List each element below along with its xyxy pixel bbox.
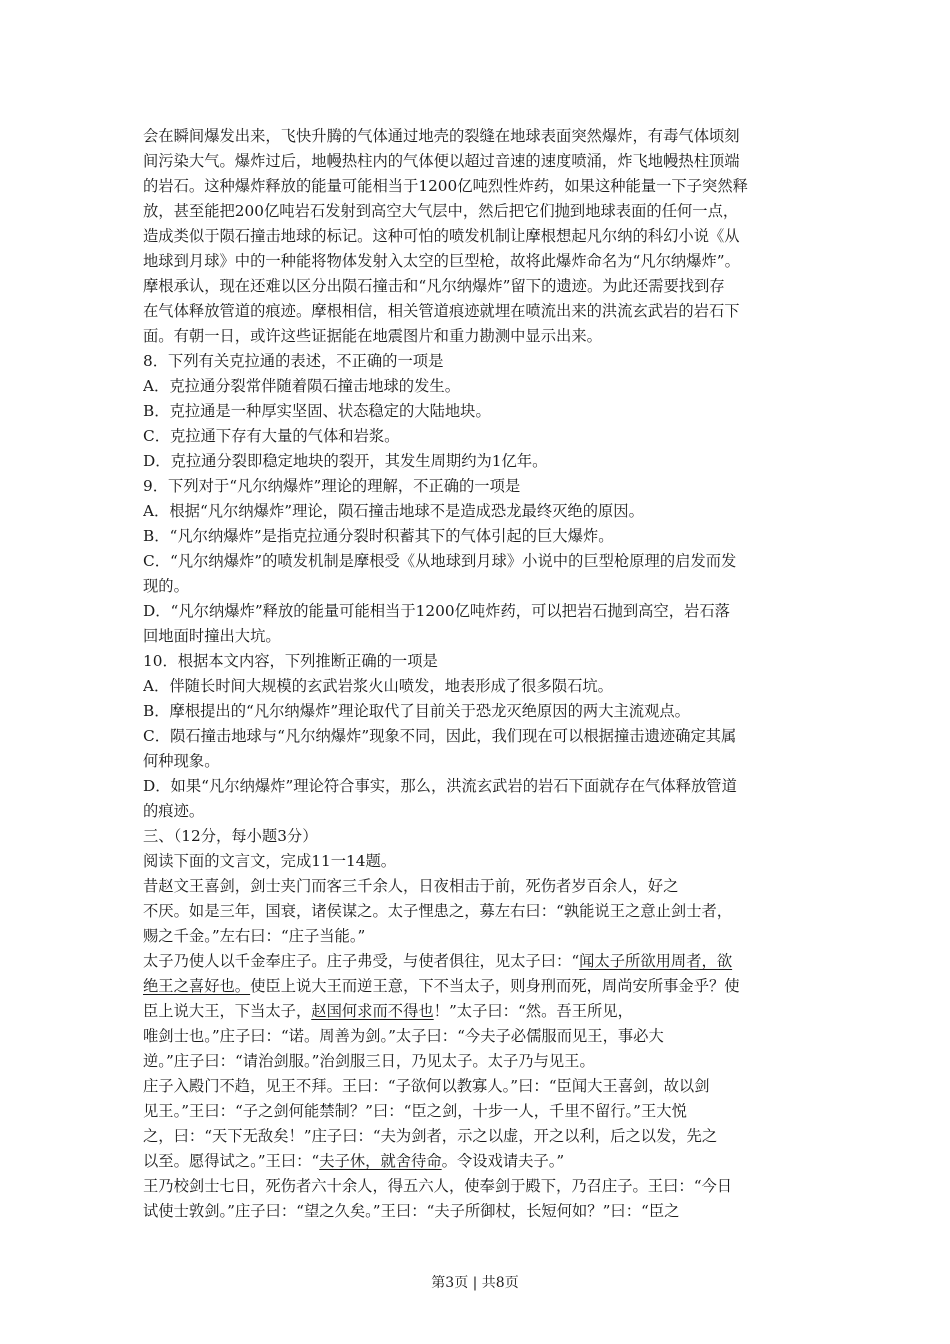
passage-line: 摩根承认，现在还难以区分出陨石撞击和“凡尔纳爆炸”留下的遗迹。为此还需要找到存 [143, 277, 725, 295]
classical-line [143, 1149, 815, 1174]
passage [143, 124, 815, 349]
answer-option-continuation: 现的。 [143, 577, 189, 595]
text-run: 。令设戏请夫子。” [441, 1152, 565, 1170]
section-heading: 三、（12分，每小题3分） [143, 827, 318, 845]
answer-option: B．“凡尔纳爆炸”是指克拉通分裂时积蓄其下的气体引起的巨大爆炸。 [143, 527, 614, 545]
page-content [143, 124, 815, 1224]
answer-option: D．“凡尔纳爆炸”释放的能量可能相当于1200亿吨炸药，可以把岩石抛到高空，岩石落 [143, 602, 730, 620]
classical-line: 不厌。如是三年，国衰，诸侯谋之。太子悝患之，募左右曰：“孰能说王之意止剑士者， [143, 902, 733, 920]
classical-line: 昔赵文王喜剑，剑士夹门而客三千余人，日夜相击于前，死伤者岁百余人，好之 [143, 877, 679, 895]
page-footer [0, 1273, 950, 1293]
classical-line: 见王。”王曰：“子之剑何能禁制？”曰：“臣之剑，十步一人，千里不留行。”王大悦 [143, 1102, 687, 1120]
text-run: 臣上说大王，下当太子， [143, 1002, 312, 1020]
classical-line: 试使士敦剑。”庄子曰：“望之久矣。”王曰：“夫子所御杖，长短何如？”曰：“臣之 [143, 1202, 680, 1220]
answer-option: A．伴随长时间大规模的玄武岩浆火山喷发，地表形成了很多陨石坑。 [143, 677, 613, 695]
answer-option-continuation: 回地面时撞出大坑。 [143, 627, 281, 645]
answer-option: C．克拉通下存有大量的气体和岩浆。 [143, 427, 400, 445]
answer-option: A．克拉通分裂常伴随着陨石撞击地球的发生。 [143, 377, 460, 395]
text-run: 以至。愿得试之。”王曰：“ [143, 1152, 320, 1170]
passage-line: 地球到月球》中的一种能将物体发射入太空的巨型枪，故将此爆炸命名为“凡尔纳爆炸”。 [143, 252, 740, 270]
question-list [143, 349, 815, 824]
answer-option: D．如果“凡尔纳爆炸”理论符合事实，那么，洪流玄武岩的岩石下面就存在气体释放管道 [143, 777, 737, 795]
question-stem: 10．根据本文内容，下列推断正确的一项是 [143, 652, 438, 670]
passage-line: 的岩石。这种爆炸释放的能量可能相当于1200亿吨烈性炸药，如果这种能量一下子突然释 [143, 177, 748, 195]
underlined-phrase: 赵国何求而不得也 [311, 1002, 434, 1020]
question-stem: 9．下列对于“凡尔纳爆炸”理论的理解，不正确的一项是 [143, 477, 521, 495]
classical-line: 赐之千金。”左右曰：“庄子当能。” [143, 927, 366, 945]
passage-line: 在气体释放管道的痕迹。摩根相信，相关管道痕迹就埋在喷流出来的洪流玄武岩的岩石下 [143, 302, 740, 320]
answer-option: A．根据“凡尔纳爆炸”理论，陨石撞击地球不是造成恐龙最终灭绝的原因。 [143, 502, 644, 520]
classical-line: 逆。”庄子曰：“请治剑服。”治剑服三日，乃见太子。太子乃与见王。 [143, 1052, 595, 1070]
text-run: ！”太子曰：“然。吾王所见， [433, 1002, 633, 1020]
text-run: 太子乃使人以千金奉庄子。庄子弗受，与使者俱往，见太子曰：“ [143, 952, 580, 970]
passage-line: 放，甚至能把200亿吨岩石发射到高空大气层中，然后把它们抛到地球表面的任何一点， [143, 202, 739, 220]
section-instruction: 阅读下面的文言文，完成11一14题。 [143, 852, 397, 870]
answer-option: C．“凡尔纳爆炸”的喷发机制是摩根受《从地球到月球》小说中的巨型枪原理的启发而发 [143, 552, 737, 570]
classical-line [143, 999, 815, 1024]
classical-line: 之，曰：“天下无敌矣！”庄子曰：“夫为剑者，示之以虚，开之以利，后之以发，先之 [143, 1127, 718, 1145]
passage-line: 造成类似于陨石撞击地球的标记。这种可怕的喷发机制让摩根想起凡尔纳的科幻小说《从 [143, 227, 740, 245]
underlined-phrase: 夫子休，就舍待命 [319, 1152, 442, 1170]
classical-line: 庄子入殿门不趋，见王不拜。王曰：“子欲何以教寡人。”曰：“臣闻大王喜剑，故以剑 [143, 1077, 710, 1095]
underlined-phrase: 闻太子所欲用周者，欲 [579, 952, 733, 970]
answer-option: C．陨石撞击地球与“凡尔纳爆炸”现象不同，因此，我们现在可以根据撞击遗迹确定其属 [143, 727, 737, 745]
passage-line: 面。有朝一日，或许这些证据能在地震图片和重力勘测中显示出来。 [143, 327, 602, 345]
question-stem: 8．下列有关克拉通的表述，不正确的一项是 [143, 352, 444, 370]
answer-option: B．克拉通是一种厚实坚固、状态稳定的大陆地块。 [143, 402, 491, 420]
text-run: 使臣上说大王而逆王意，下不当太子，则身刑而死，周尚安所事金乎？使 [250, 977, 740, 995]
classical-line [143, 974, 815, 999]
passage-line: 会在瞬间爆发出来，飞快升腾的气体通过地壳的裂缝在地球表面突然爆炸，有毒气体顷刻 [143, 127, 740, 145]
passage-line: 间污染大气。爆炸过后，地幔热柱内的气体便以超过音速的速度喷涌，炸飞地幔热柱顶端 [143, 152, 740, 170]
answer-option: D．克拉通分裂即稳定地块的裂开，其发生周期约为1亿年。 [143, 452, 548, 470]
classical-line [143, 949, 815, 974]
answer-option-continuation: 何种现象。 [143, 752, 220, 770]
classical-line: 唯剑士也。”庄子曰：“诺。周善为剑。”太子曰：“今夫子必儒服而见王，事必大 [143, 1027, 664, 1045]
classical-line: 王乃校剑士七日，死伤者六十余人，得五六人，使奉剑于殿下，乃召庄子。王曰：“今日 [143, 1177, 733, 1195]
answer-option: B．摩根提出的“凡尔纳爆炸”理论取代了目前关于恐龙灭绝原因的两大主流观点。 [143, 702, 690, 720]
page-number: 第3页 | 共8页 [431, 1275, 519, 1291]
underlined-phrase: 绝王之喜好也。 [143, 977, 251, 995]
answer-option-continuation: 的痕迹。 [143, 802, 205, 820]
